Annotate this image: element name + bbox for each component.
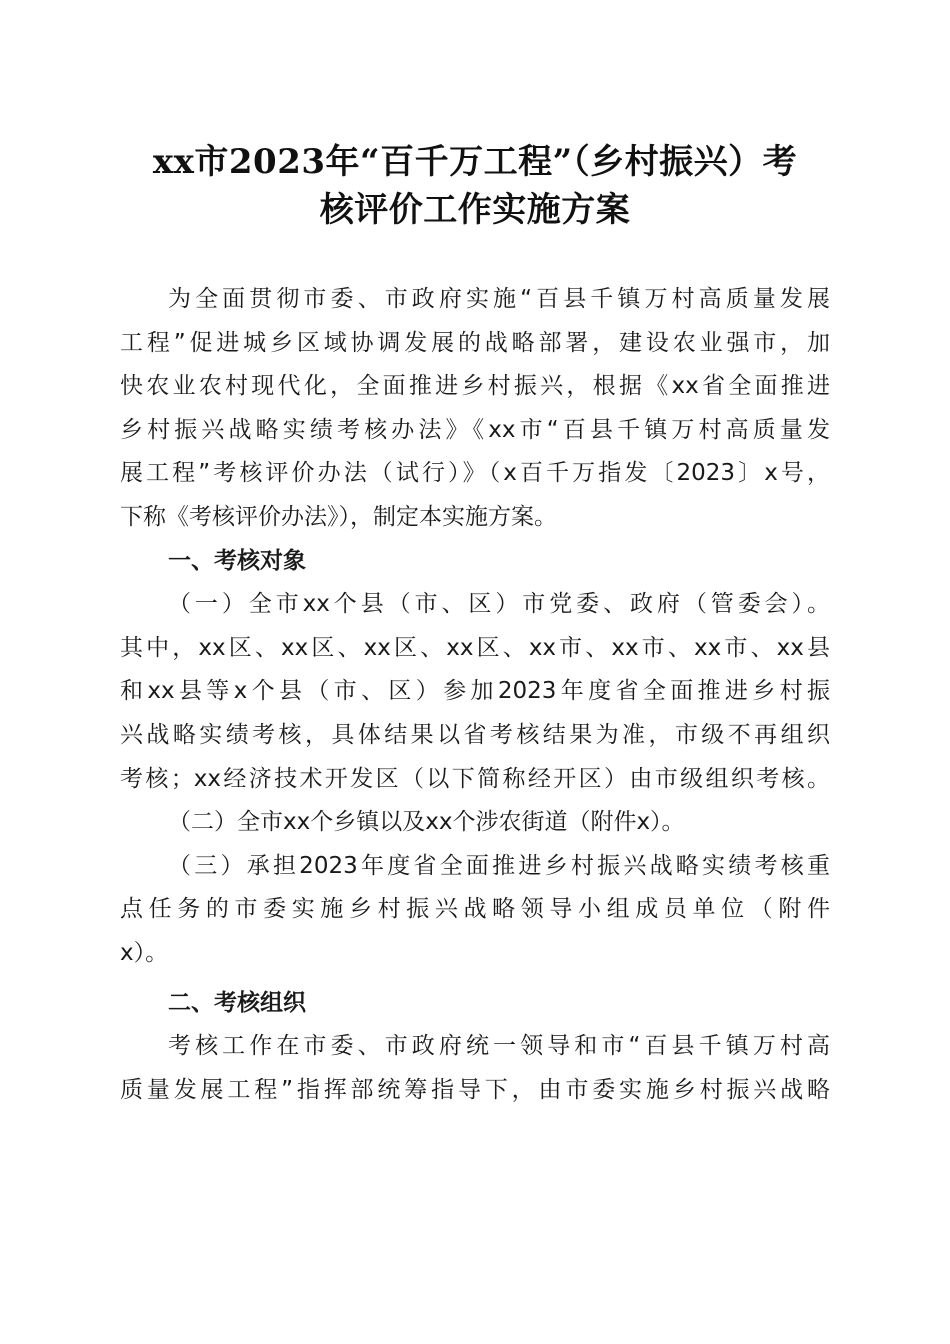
paragraph-line: 乡村振兴战略实绩考核办法》《xx市“百县千镇万村高质量发	[120, 416, 830, 443]
title-line-1: xx市2023年“百千万工程”（乡村振兴）考	[152, 142, 798, 182]
section-heading-1: 一、考核对象	[168, 547, 306, 574]
paragraph-line: 下称《考核评价办法》），制定本实施方案。	[120, 503, 557, 530]
paragraph-line: （二）全市xx个乡镇以及xx个涉农街道（附件x）。	[168, 809, 685, 836]
paragraph-line: 为全面贯彻市委、市政府实施“百县千镇万村高质量发展	[168, 286, 830, 312]
paragraph-line: 兴战略实绩考核，具体结果以省考核结果为准，市级不再组织	[120, 721, 830, 748]
paragraph-line: 快农业农村现代化，全面推进乡村振兴，根据《xx省全面推进	[120, 373, 830, 400]
paragraph-line: x）。	[120, 939, 169, 966]
paragraph-line: （三）承担2023年度省全面推进乡村振兴战略实绩考核重	[168, 852, 830, 879]
paragraph-line: （一）全市xx个县（市、区）市党委、政府（管委会）。	[168, 591, 830, 618]
title-line-2: 核评价工作实施方案	[319, 190, 631, 230]
document-title	[120, 138, 830, 234]
paragraph-line: 工程”促进城乡区域协调发展的战略部署，建设农业强市，加	[120, 329, 830, 356]
paragraph-line: 其中，xx区、xx区、xx区、xx区、xx市、xx市、xx市、xx县	[120, 634, 830, 661]
paragraph-line: 考核工作在市委、市政府统一领导和市“百县千镇万村高	[168, 1033, 830, 1060]
paragraph-line: 点任务的市委实施乡村振兴战略领导小组成员单位（附件	[120, 896, 830, 923]
paragraph-line: 考核；xx经济技术开发区（以下简称经开区）由市级组织考核。	[120, 765, 830, 792]
document-body	[120, 278, 830, 1112]
paragraph-line: 展工程”考核评价办法（试行）》（x百千万指发〔2023〕x号，	[120, 460, 830, 487]
paragraph-line: 质量发展工程”指挥部统筹指导下，由市委实施乡村振兴战略	[120, 1076, 830, 1103]
paragraph-line: 和xx县等x个县（市、区）参加2023年度省全面推进乡村振	[120, 678, 830, 705]
section-heading-2: 二、考核组织	[168, 989, 306, 1016]
